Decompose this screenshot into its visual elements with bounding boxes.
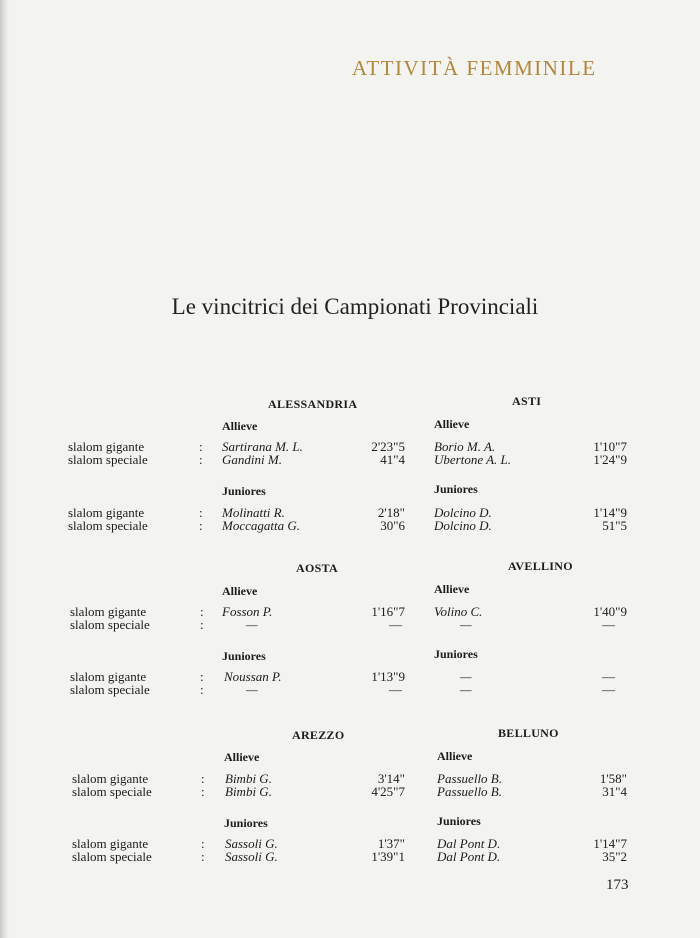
result-time: 41"4 [380, 452, 405, 467]
category-label: Juniores [224, 816, 268, 830]
result-time: — [389, 617, 402, 632]
separator: : [199, 518, 203, 533]
result-time: 1'58" [599, 771, 627, 786]
athlete-name: Bimbi G. [225, 784, 272, 799]
discipline-label: slalom speciale [68, 518, 148, 533]
category-label: Allieve [224, 750, 260, 764]
region-title: ASTI [512, 394, 542, 408]
athlete-name: — [460, 669, 472, 684]
athlete-name: Passuello B. [437, 784, 502, 799]
result-time: 31"4 [602, 784, 627, 799]
result-time: 35"2 [602, 849, 627, 864]
athlete-name: Passuello B. [437, 771, 502, 786]
athlete-name: Ubertone A. L. [434, 452, 512, 467]
result-row [0, 519, 700, 533]
athlete-name: Dolcino D. [434, 518, 492, 533]
result-time: — [389, 682, 402, 697]
discipline-label: slalom gigante [68, 439, 145, 454]
result-time: 1'16"7 [371, 604, 405, 619]
result-time: 2'23"5 [371, 439, 405, 454]
separator: : [199, 505, 203, 520]
athlete-name: Sassoli G. [225, 836, 278, 851]
result-time: 1'14"7 [593, 836, 627, 851]
athlete-name: Molinatti R. [222, 505, 285, 520]
region-title: BELLUNO [498, 726, 559, 740]
discipline-label: slalom gigante [68, 505, 145, 520]
result-time: — [602, 617, 615, 632]
discipline-label: slalom speciale [72, 849, 152, 864]
separator: : [199, 439, 203, 454]
discipline-label: slalom speciale [70, 682, 150, 697]
region-title: AVELLINO [508, 559, 573, 573]
category-label: Allieve [437, 749, 473, 763]
separator: : [200, 682, 204, 697]
discipline-label: slalom gigante [72, 836, 149, 851]
discipline-label: slalom speciale [72, 784, 152, 799]
athlete-name: Moccagatta G. [222, 518, 300, 533]
result-row [0, 683, 700, 697]
result-time: 1'13"9 [371, 669, 405, 684]
athlete-name: — [246, 682, 258, 697]
discipline-label: slalom gigante [72, 771, 149, 786]
discipline-label: slalom speciale [68, 452, 148, 467]
region-title: AOSTA [296, 561, 338, 575]
separator: : [201, 836, 205, 851]
region-title: ALESSANDRIA [268, 397, 358, 411]
result-time: — [602, 669, 615, 684]
athlete-name: Gandini M. [222, 452, 282, 467]
result-time: 4'25"7 [371, 784, 405, 799]
athlete-name: Fosson P. [222, 604, 273, 619]
category-label: Juniores [434, 647, 478, 661]
separator: : [199, 452, 203, 467]
category-label: Allieve [222, 419, 258, 433]
separator: : [200, 617, 204, 632]
result-time: 1'37" [377, 836, 405, 851]
discipline-label: slalom gigante [70, 669, 147, 684]
result-time: 1'14"9 [593, 505, 627, 520]
section-header: ATTIVITÀ FEMMINILE [352, 56, 597, 80]
athlete-name: Noussan P. [224, 669, 282, 684]
category-label: Juniores [222, 484, 266, 498]
page-title: Le vincitrici dei Campionati Provinciali [171, 294, 539, 319]
result-row [0, 785, 700, 799]
region-title: AREZZO [292, 728, 345, 742]
result-time: 51"5 [602, 518, 627, 533]
separator: : [201, 849, 205, 864]
athlete-name: Bimbi G. [225, 771, 272, 786]
athlete-name: — [460, 617, 472, 632]
result-time: 30"6 [380, 518, 405, 533]
athlete-name: — [460, 682, 472, 697]
result-time: 1'24"9 [593, 452, 627, 467]
separator: : [200, 604, 204, 619]
category-label: Juniores [222, 649, 266, 663]
result-row [0, 850, 700, 864]
athlete-name: Dal Pont D. [437, 836, 501, 851]
result-time: — [602, 682, 615, 697]
result-row [0, 453, 700, 467]
result-time: 2'18" [377, 505, 405, 520]
page-number: 173 [606, 877, 629, 893]
result-time: 1'39"1 [371, 849, 405, 864]
category-label: Juniores [437, 814, 481, 828]
discipline-label: slalom speciale [70, 617, 150, 632]
separator: : [201, 784, 205, 799]
discipline-label: slalom gigante [70, 604, 147, 619]
athlete-name: Volino C. [434, 604, 483, 619]
category-label: Juniores [434, 482, 478, 496]
result-row [0, 618, 700, 632]
separator: : [201, 771, 205, 786]
athlete-name: Dal Pont D. [437, 849, 501, 864]
athlete-name: Sartirana M. L. [222, 439, 303, 454]
athlete-name: Borio M. A. [434, 439, 496, 454]
athlete-name: Dolcino D. [434, 505, 492, 520]
result-time: 1'40"9 [593, 604, 627, 619]
result-time: 1'10"7 [593, 439, 627, 454]
category-label: Allieve [434, 582, 470, 596]
separator: : [200, 669, 204, 684]
athlete-name: Sassoli G. [225, 849, 278, 864]
category-label: Allieve [222, 584, 258, 598]
category-label: Allieve [434, 417, 470, 431]
athlete-name: — [246, 617, 258, 632]
result-time: 3'14" [377, 771, 405, 786]
